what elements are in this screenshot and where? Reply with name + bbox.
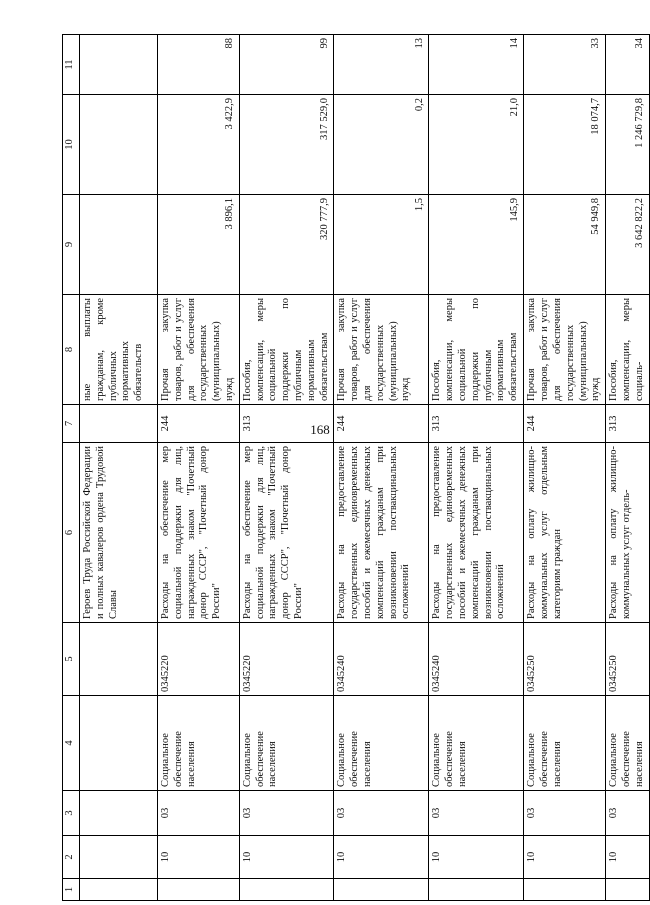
cell-percent: 33 (524, 35, 606, 95)
cell-expense-description: Героев Труда Российской Федерации и полных кавалеров ордена Трудовой Славы (80, 443, 158, 623)
cell-planned-amount: 54 949,8 (524, 195, 606, 295)
header-cell: 6 (63, 443, 80, 623)
page-number: 168 (310, 422, 330, 437)
cell-expense-type: 313 (606, 405, 649, 443)
cell-col1 (429, 879, 524, 901)
cell-col1 (239, 879, 334, 901)
cell-expense-description: Расходы на оплату жилищно-коммунальных услуг отдельным категориям граждан (524, 443, 606, 623)
cell-percent: 13 (334, 35, 429, 95)
cell-actual-amount: 18 074,7 (524, 95, 606, 195)
rotated-table-page (62, 35, 645, 901)
header-cell: 10 (63, 95, 80, 195)
cell-actual-amount: 3 422,9 (158, 95, 240, 195)
cell-percent: 99 (239, 35, 334, 95)
table-row (606, 35, 649, 901)
cell-percent: 34 (606, 35, 649, 95)
header-cell: 3 (63, 791, 80, 836)
cell-section: 10 (429, 836, 524, 879)
cell-section: 10 (606, 836, 649, 879)
cell-actual-amount: 21,0 (429, 95, 524, 195)
cell-expense-description: Расходы на обеспечение мер социальной поддержки для лиц, награжденных знаком "Почетный донор СССР", "Почетный донор России" (239, 443, 334, 623)
cell-expense-type (80, 405, 158, 443)
table-row (239, 35, 334, 901)
cell-type-description: Прочая закупка товаров, работ и услуг для обеспечения государственных (муниципальных) нужд (524, 295, 606, 405)
cell-expense-description: Расходы на предоставление государственных единовременных пособий и ежемесячных денежных компенсаций гражданам при возникновении поствакцинальных осложнений (334, 443, 429, 623)
header-cell: 4 (63, 696, 80, 791)
cell-target-code: 0345240 (429, 623, 524, 696)
cell-actual-amount: 317 529,0 (239, 95, 334, 195)
cell-planned-amount: 3 896,1 (158, 195, 240, 295)
table-row (158, 35, 240, 901)
cell-type-description: Прочая закупка товаров, работ и услуг для обеспечения государственных (муниципальных) нужд (334, 295, 429, 405)
cell-type-description: Прочая закупка товаров, работ и услуг для обеспечения государственных (муниципальных) нужд (158, 295, 240, 405)
cell-subsection: 03 (158, 791, 240, 836)
cell-name: Социальное обеспечение населения (239, 696, 334, 791)
cell-expense-type: 313 (429, 405, 524, 443)
cell-col1 (334, 879, 429, 901)
cell-name: Социальное обеспечение населения (158, 696, 240, 791)
cell-subsection: 03 (334, 791, 429, 836)
cell-type-description: Пособия, компенсации, меры социаль- (606, 295, 649, 405)
cell-percent: 14 (429, 35, 524, 95)
cell-target-code: 0345220 (158, 623, 240, 696)
cell-section (80, 836, 158, 879)
cell-target-code: 0345220 (239, 623, 334, 696)
cell-section: 10 (158, 836, 240, 879)
header-cell: 2 (63, 836, 80, 879)
cell-expense-description: Расходы на оплату жилищно-коммунальных услуг отдель- (606, 443, 649, 623)
cell-target-code: 0345250 (524, 623, 606, 696)
cell-actual-amount: 0,2 (334, 95, 429, 195)
cell-planned-amount: 320 777,9 (239, 195, 334, 295)
cell-type-description: ные выплаты гражданам, кроме публичных нормативных обязательств (80, 295, 158, 405)
cell-planned-amount: 1,5 (334, 195, 429, 295)
cell-subsection: 03 (429, 791, 524, 836)
cell-actual-amount (80, 95, 158, 195)
budget-table (62, 34, 650, 901)
header-cell: 5 (63, 623, 80, 696)
cell-name: Социальное обеспечение населения (334, 696, 429, 791)
cell-planned-amount: 3 642 822,2 (606, 195, 649, 295)
cell-col1 (606, 879, 649, 901)
cell-type-description: Пособия, компенсации, меры социальной поддержки по публичным нормативным обязательствам (239, 295, 334, 405)
cell-name (80, 696, 158, 791)
cell-expense-type: 313 (239, 405, 334, 443)
cell-target-code: 0345250 (606, 623, 649, 696)
cell-expense-type: 244 (158, 405, 240, 443)
cell-subsection: 03 (524, 791, 606, 836)
cell-subsection: 03 (606, 791, 649, 836)
cell-name: Социальное обеспечение населения (524, 696, 606, 791)
cell-type-description: Пособия, компенсации, меры социальной поддержки по публичным нормативным обязательствам (429, 295, 524, 405)
header-cell: 8 (63, 295, 80, 405)
cell-subsection: 03 (239, 791, 334, 836)
cell-col1 (80, 879, 158, 901)
cell-expense-type: 244 (524, 405, 606, 443)
cell-col1 (158, 879, 240, 901)
cell-expense-description: Расходы на обеспечение мер социальной поддержки для лиц, награжденных знаком "Почетный донор СССР", "Почетный донор России" (158, 443, 240, 623)
header-cell: 11 (63, 35, 80, 95)
cell-section: 10 (239, 836, 334, 879)
table-row (429, 35, 524, 901)
cell-name: Социальное обеспечение населения (606, 696, 649, 791)
cell-percent (80, 35, 158, 95)
cell-section: 10 (334, 836, 429, 879)
header-cell: 7 (63, 405, 80, 443)
cell-planned-amount: 145,9 (429, 195, 524, 295)
cell-section: 10 (524, 836, 606, 879)
table-row (334, 35, 429, 901)
table-row (524, 35, 606, 901)
cell-percent: 88 (158, 35, 240, 95)
header-cell: 1 (63, 879, 80, 901)
cell-name: Социальное обеспечение населения (429, 696, 524, 791)
header-cell: 9 (63, 195, 80, 295)
cell-col1 (524, 879, 606, 901)
cell-subsection (80, 791, 158, 836)
cell-expense-type: 244 (334, 405, 429, 443)
cell-target-code: 0345240 (334, 623, 429, 696)
cell-expense-description: Расходы на предоставление государственных единовременных пособий и ежемесячных денежных компенсаций гражданам при возникновении поствакцинальных осложнений (429, 443, 524, 623)
cell-target-code (80, 623, 158, 696)
table-row (80, 35, 158, 901)
cell-planned-amount (80, 195, 158, 295)
cell-actual-amount: 1 246 729,8 (606, 95, 649, 195)
header-row (63, 35, 80, 901)
